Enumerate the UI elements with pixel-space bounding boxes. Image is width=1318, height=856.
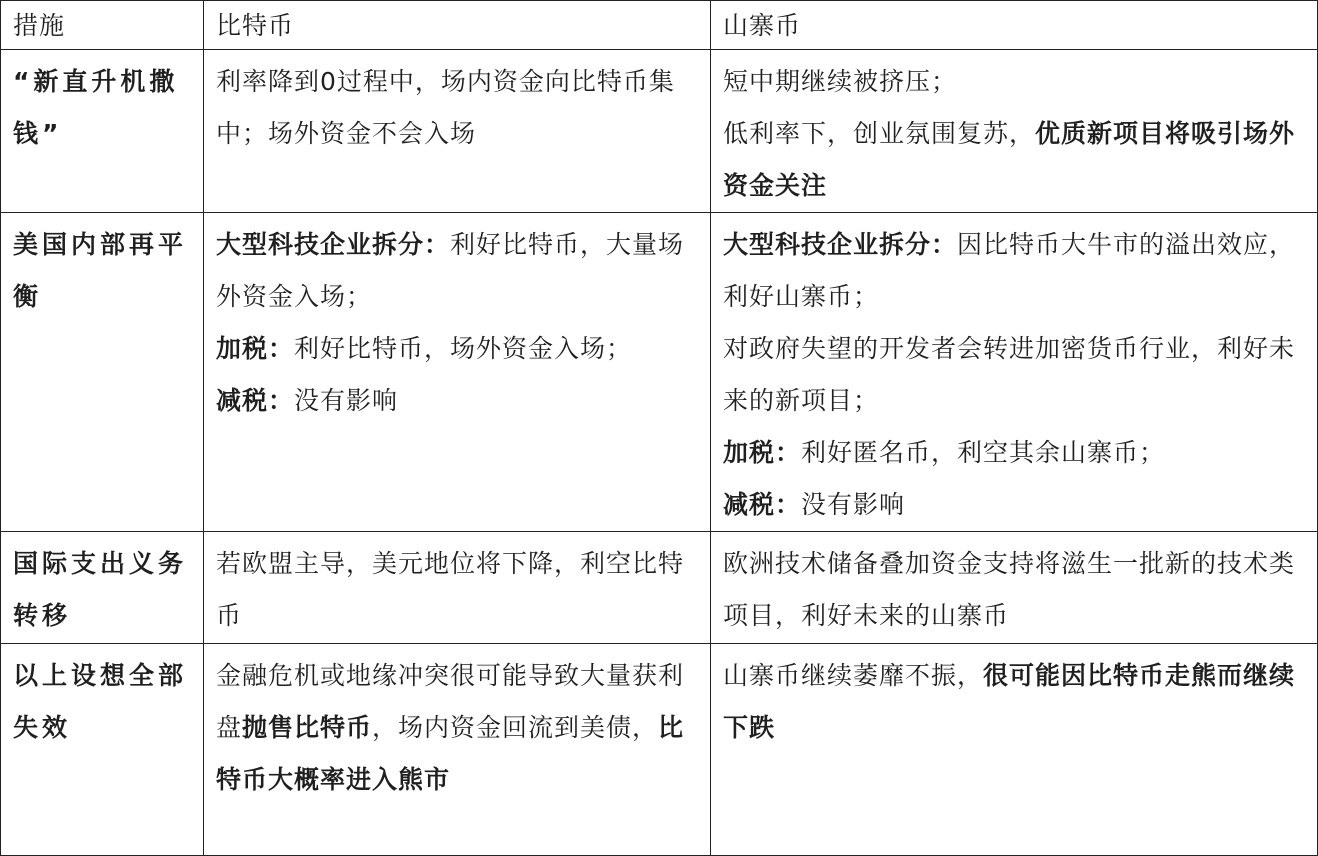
header-bitcoin: 比特币 [204,1,711,50]
cell-text: 因比特币大牛市的溢出效应，利好山寨币； [723,230,1296,311]
cell-text: 对政府失望的开发者会转进加密货币行业，利好未来的新项目； [723,334,1296,415]
cell-paragraph [723,538,1309,642]
cell-text: 若欧盟主导，美元地位将下降，利空比特币 [216,549,685,630]
cell-paragraph [723,219,1309,323]
bold-text: 大型科技企业拆分： [723,230,958,259]
cell-text: 没有影响 [801,490,906,519]
cell-paragraph [216,56,702,160]
bitcoin-cell [204,50,711,213]
cell-text: ，场内资金回流到美债， [372,713,659,742]
cell-paragraph [216,375,702,427]
cell-text: 利率降到0过程中，场内资金向比特币集中；场外资金不会入场 [216,67,675,148]
bold-text: 很可能因比特币走熊而继续下跌 [723,661,1296,742]
cell-text: 利好比特币，场外资金入场； [294,334,633,363]
cell-paragraph [216,538,702,642]
bold-text: 加税： [723,438,802,467]
cell-text: 山寨币继续萎靡不振， [723,661,984,690]
bitcoin-cell [204,213,711,532]
cell-paragraph [723,650,1309,754]
altcoin-cell [711,50,1318,213]
altcoin-cell [711,644,1318,856]
bitcoin-cell [204,532,711,644]
cell-paragraph [216,219,702,323]
bold-text: 抛售比特币 [242,713,373,742]
measure-cell: 以上设想全部失效 [1,644,204,856]
altcoin-cell [711,213,1318,532]
cell-paragraph [723,56,1309,108]
cell-text: 金融危机或地缘冲突很可能导致大量获利盘 [216,661,685,742]
altcoin-cell [711,532,1318,644]
measure-cell: “新直升机撒钱” [1,50,204,213]
cell-text: 短中期继续被挤压； [723,67,958,96]
cell-text: 欧洲技术储备叠加资金支持将滋生一批新的技术类项目，利好未来的山寨币 [723,549,1296,630]
header-altcoin: 山寨币 [711,1,1318,50]
bitcoin-cell [204,644,711,856]
bold-text: 大型科技企业拆分： [216,230,451,259]
cell-paragraph [723,427,1309,479]
bold-text: 加税： [216,334,295,363]
cell-text: 利好比特币，大量场外资金入场； [216,230,685,311]
header-measure: 措施 [1,1,204,50]
measure-cell: 国际支出义务转移 [1,532,204,644]
table-row [1,532,1318,644]
table-header-row [1,1,1318,50]
bold-text: 优质新项目将吸引场外资金关注 [723,119,1296,200]
bold-text: 比特币大概率进入熊市 [216,713,685,794]
table-row [1,50,1318,213]
cell-paragraph [216,323,702,375]
bold-text: 减税： [216,386,295,415]
table-row [1,213,1318,532]
measure-cell: 美国内部再平衡 [1,213,204,532]
cell-paragraph [723,108,1309,212]
cell-text: 低利率下，创业氛围复苏， [723,119,1036,148]
cell-text: 利好匿名币，利空其余山寨币； [801,438,1166,467]
cell-paragraph [216,650,702,806]
bold-text: 减税： [723,490,802,519]
cell-paragraph [723,479,1309,531]
table-row [1,644,1318,856]
cell-text: 没有影响 [294,386,399,415]
cell-paragraph [723,323,1309,427]
